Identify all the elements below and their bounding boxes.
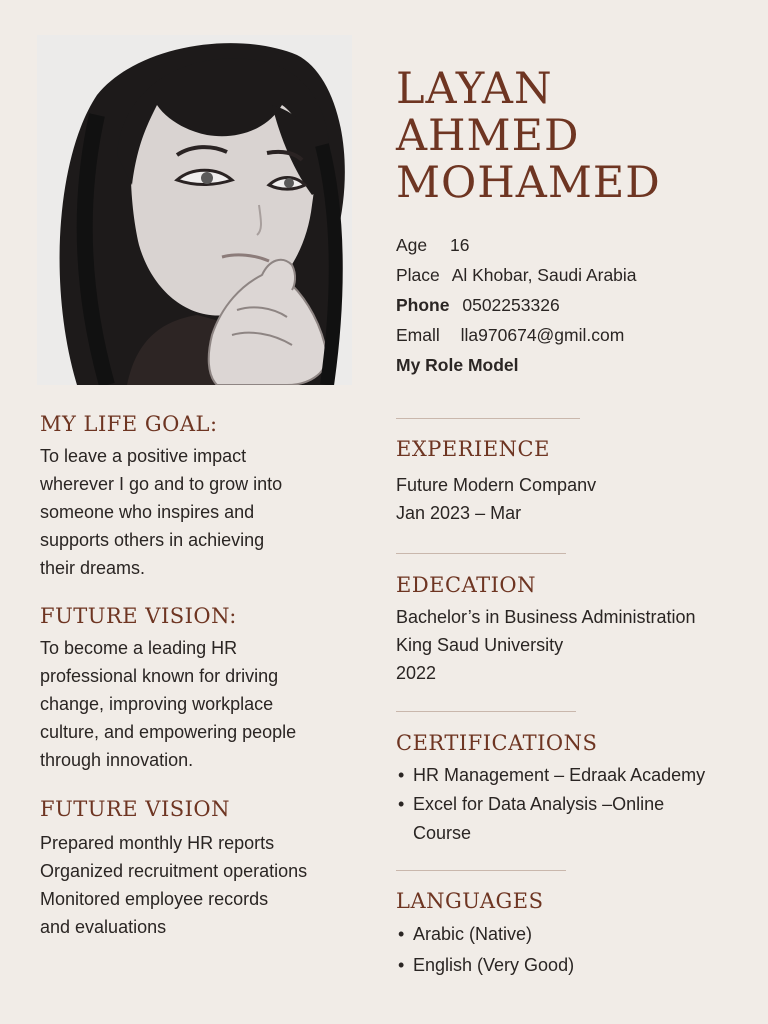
experience-section [396,437,766,527]
certifications-heading: CERTIFICATIONS [396,731,598,755]
future-vision-section [40,604,385,774]
future-vision-line: change, improving workplace [40,694,274,714]
education-school: King Saud University [396,635,564,655]
place-label: Place [396,265,440,285]
future-vision-2-line: Monitored employee records [40,889,269,909]
life-goal-heading: MY LIFE GOAL: [40,412,218,436]
age-value: 16 [450,235,470,255]
personal-info [396,232,761,382]
future-vision-2-line: Prepared monthly HR reports [40,833,275,853]
age-row [396,232,761,262]
role-model-label: My Role Model [396,355,519,375]
divider [396,711,576,712]
certification-item: • HR Management – Edraak Academy [396,761,766,790]
phone-label: Phone [396,295,450,315]
future-vision-line: To become a leading HR [40,638,238,658]
certification-item: • Excel for Data Analysis –Online [396,790,766,819]
place-row [396,262,761,292]
portrait-illustration-icon [37,35,352,385]
life-goal-line: wherever I go and to grow into [40,474,283,494]
education-year: 2022 [396,663,437,683]
life-goal-line: their dreams. [40,558,146,578]
full-name [396,66,756,207]
future-vision-heading: FUTURE VISION: [40,604,237,628]
life-goal-line: To leave a positive impact [40,446,247,466]
divider [396,870,566,871]
name-line-last: MOHAMED [396,158,661,208]
divider [396,418,580,419]
age-label: Age [396,235,428,255]
email-row [396,322,761,352]
name-line-first: LAYAN [396,64,553,114]
certification-item-continued: Course [413,823,472,843]
future-vision-2-line: Organized recruitment operations [40,861,308,881]
language-item: • English (Very Good) [396,950,766,981]
portrait-photo [37,35,352,385]
languages-heading: LANGUAGES [396,889,544,913]
education-section [396,573,766,687]
language-item: • Arabic (Native) [396,919,766,950]
future-vision-2-heading: FUTURE VISION [40,797,231,821]
phone-value: 0502253326 [462,295,560,315]
email-label: Emall [396,325,440,345]
future-vision-line: culture, and empowering people [40,722,297,742]
languages-list [396,919,766,981]
phone-row [396,292,761,322]
life-goal-section [40,412,385,582]
education-degree: Bachelor’s in Business Administration [396,607,696,627]
education-heading: EDECATION [396,573,536,597]
future-vision-line: through innovation. [40,750,194,770]
life-goal-line: supports others in achieving [40,530,265,550]
future-vision-line: professional known for driving [40,666,279,686]
divider [396,553,566,554]
life-goal-line: someone who inspires and [40,502,255,522]
certifications-section [396,731,766,847]
experience-dates: Jan 2023 – Mar [396,503,522,523]
place-value: Al Khobar, Saudi Arabia [451,265,637,285]
name-line-middle: AHMED [396,111,580,161]
certifications-list [396,761,766,819]
experience-heading: EXPERIENCE [396,437,550,461]
languages-section [396,889,766,981]
email-value: lla970674@gmil.com [460,325,625,345]
experience-company: Future Modern Companv [396,475,597,495]
future-vision-2-line: and evaluations [40,917,167,937]
future-vision-2-section [40,797,385,941]
